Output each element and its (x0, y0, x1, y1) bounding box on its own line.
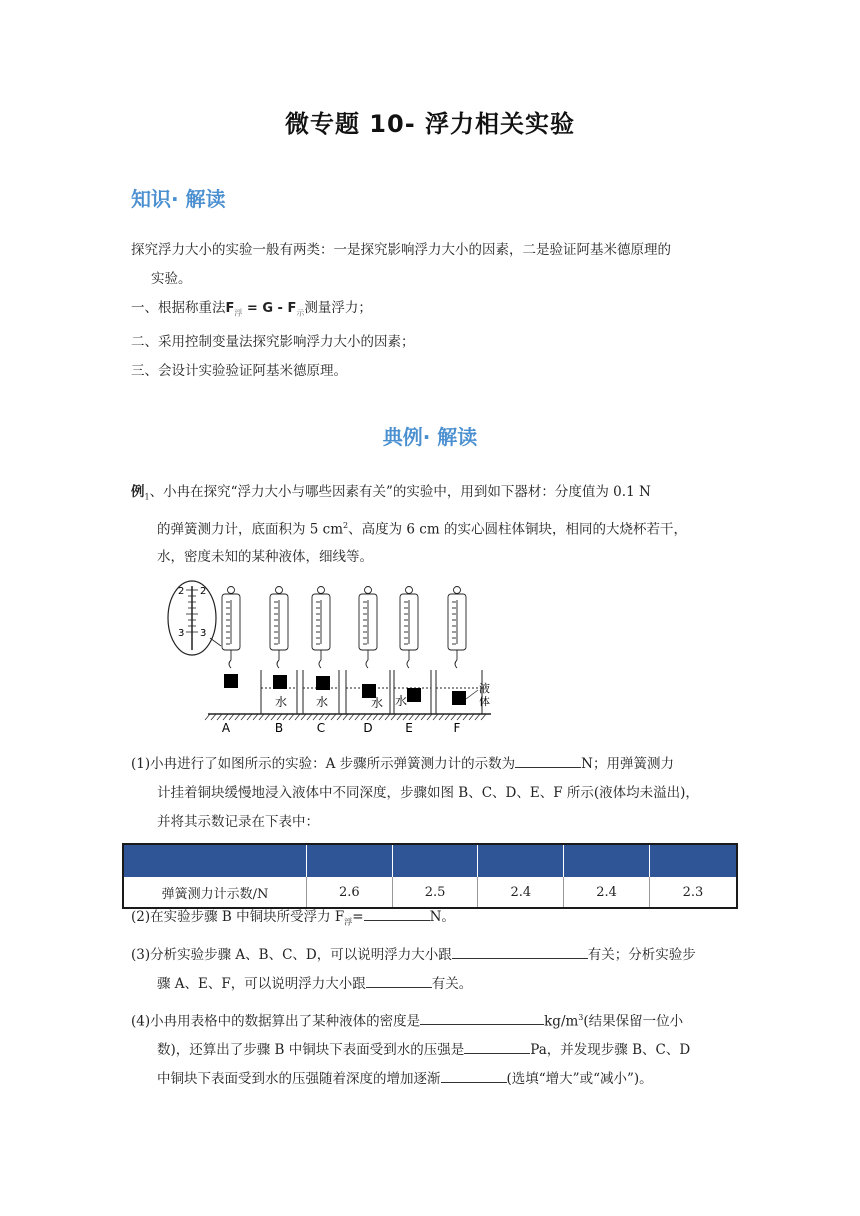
water-label: 水 (371, 696, 384, 710)
water-label: 水 (275, 695, 288, 709)
table-cell: 2.5 (392, 877, 478, 908)
zoom-tick-label: 2 (178, 586, 185, 597)
question-2: (2)在实验步骤 B 中铜块所受浮力 $F_浮= N$。 (131, 903, 741, 937)
liquid-label: 液 (479, 682, 490, 695)
intro-line-3: 二、采用控制变量法探究影响浮力大小的因素； (131, 333, 415, 350)
example-block (131, 478, 741, 571)
copper-block (224, 674, 238, 688)
scale-ring (365, 587, 372, 594)
step-label: D (363, 721, 373, 735)
example-line-1: 例$_1$、小冉在探究“浮力大小与哪些因素有关”的实验中，用到如下器材：分度值为 0.1 N (131, 484, 651, 502)
answer-blank[interactable] (464, 1037, 530, 1054)
copper-block (273, 675, 287, 689)
question-1 (131, 750, 741, 837)
questions-2-4 (131, 903, 741, 1094)
scale-ring (276, 587, 283, 594)
example-label: 例 (131, 484, 145, 500)
scale-ring (454, 587, 461, 594)
intro-line-1: 探究浮力大小的实验一般有两类：一是探究影响浮力大小的因素，二是验证阿基米德原理的 (131, 242, 671, 258)
scale-ring (228, 587, 235, 594)
zoom-tick-label: 3 (178, 628, 185, 639)
zoom-tick-label: 3 (200, 628, 207, 639)
section-heading-knowledge: 知识· 解读 (131, 187, 226, 211)
question-4-line-3: 中铜块下表面受到水的压强随着深度的增加逐渐 (选填“增大”或“减小”)。 (131, 1065, 741, 1094)
question-3-line-1: (3)分析实验步骤 A、B、C、D，可以说明浮力大小跟 有关；分析实验步 (131, 941, 741, 970)
example-line-3: 水，密度未知的某种液体，细线等。 (157, 549, 373, 566)
scale-ring (318, 587, 325, 594)
example-line-2: 的弹簧测力计，底面积为 5 $cm^2$、高度为 6 cm 的实心圆柱体铜块，相同的大烧杯若干， (157, 520, 687, 538)
answer-blank[interactable] (515, 751, 581, 768)
step-label: E (405, 721, 413, 735)
q1-line-3: 并将其示数记录在下表中： (157, 814, 319, 830)
question-4-line-1: (4)小冉用表格中的数据算出了某种液体的密度是 $kg/m^3$(结果保留一位小 (131, 1003, 741, 1037)
copper-block (316, 676, 330, 690)
question-4-line-2: 数)，还算出了步骤 B 中铜块下表面受到水的压强是 Pa，并发现步骤 B、C、D (131, 1036, 741, 1065)
intro-line-4: 三、会设计实验验证阿基米德原理。 (131, 362, 347, 379)
table-header-row (123, 844, 737, 877)
page-title: 微专题 10- 浮力相关实验 (284, 110, 576, 138)
answer-blank[interactable] (364, 904, 430, 921)
table-cell: 2.4 (564, 877, 650, 908)
answer-blank[interactable] (366, 971, 432, 988)
intro-line-1-cont: 实验。 (151, 271, 192, 287)
data-table (122, 843, 738, 909)
step-label: C (316, 721, 326, 735)
scale-ring (406, 587, 413, 594)
step-label: F (453, 721, 461, 735)
zoom-tick-label: 2 (200, 586, 207, 597)
copper-block (407, 688, 421, 702)
answer-blank[interactable] (420, 1008, 544, 1025)
section-heading-example: 典例· 解读 (382, 425, 478, 449)
q1-line-1: (1)小冉进行了如图所示的实验：A 步骤所示弹簧测力计的示数为 N；用弹簧测力 (131, 750, 741, 779)
intro-line-2: 一、根据称重法$F_浮 = G - F_示$测量浮力； (131, 294, 741, 328)
liquid-label: 体 (479, 695, 490, 708)
formula: $F_浮 = G - F_示$ (225, 301, 305, 318)
answer-blank[interactable] (452, 942, 588, 959)
table-cell: 2.6 (307, 877, 393, 908)
copper-block (452, 691, 466, 705)
water-label: 水 (316, 695, 329, 709)
water-label: 水 (395, 694, 408, 708)
answer-blank[interactable] (441, 1066, 507, 1083)
table-cell: 2.3 (682, 884, 704, 900)
table-cell: 2.4 (478, 877, 564, 908)
q1-line-2: 计挂着铜块缓慢地浸入液体中不同深度，步骤如图 B、C、D、E、F 所示(液体均未溢出)， (157, 785, 699, 801)
step-label: B (274, 721, 284, 735)
question-3-line-2: 骤 A、E、F，可以说明浮力大小跟 有关。 (131, 970, 741, 999)
experiment-figure (166, 578, 496, 738)
intro-block (131, 236, 741, 386)
step-label: A (221, 721, 231, 735)
table-row-label: 弹簧测力计示数/N (123, 877, 307, 908)
